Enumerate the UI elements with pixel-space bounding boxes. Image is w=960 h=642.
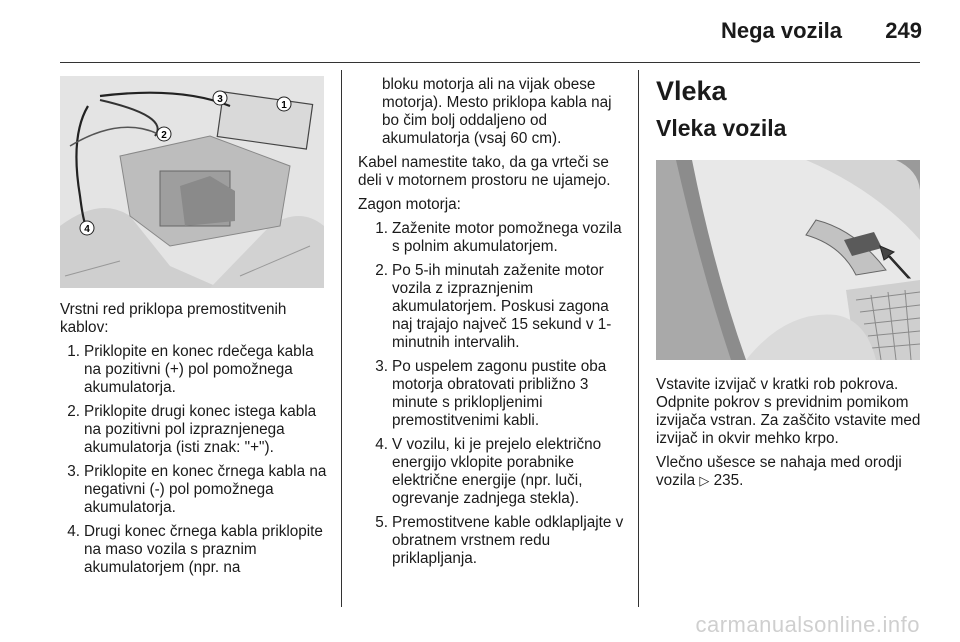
start-steps-list bbox=[358, 220, 626, 568]
subsection-title: Vleka vozila bbox=[656, 115, 787, 141]
page-header bbox=[0, 14, 960, 54]
list-item: 5. Premostitvene kable odklapljajte v obratnem vrstnem redu priklapljanja. bbox=[375, 514, 624, 567]
callout-1: 1 bbox=[281, 100, 287, 111]
bumper-drawing bbox=[656, 160, 920, 360]
list-item: 3. Po uspelem zagonu pustite oba motorja obratovati približno 3 minute s priklopljenimi premostitvenimi kabli. bbox=[375, 358, 607, 429]
column-2-text bbox=[358, 76, 626, 574]
tow-eye-location: Vlečno ušesce se nahaja med orodji vozila ▷ 235. bbox=[656, 454, 902, 489]
cable-note: Kabel namestite tako, da ga vrteči se deli v motornem prostoru ne ujamejo. bbox=[358, 154, 611, 189]
section-title: Vleka bbox=[656, 76, 727, 106]
jump-start-illustration bbox=[60, 76, 324, 288]
callout-2: 2 bbox=[161, 130, 167, 141]
header-rule bbox=[60, 62, 920, 63]
page-reference[interactable]: 235. bbox=[713, 472, 744, 489]
list-item: 1. Zaženite motor pomožnega vozila s polnim akumulatorjem. bbox=[375, 220, 622, 255]
list-item: 2. Priklopite drugi konec istega kabla na pozitivni pol izpraznjenega akumulatorja (isti znak: "+"). bbox=[67, 403, 317, 456]
page-number: 249 bbox=[885, 18, 922, 43]
engine-bay-drawing bbox=[60, 76, 324, 288]
chapter-title: Nega vozila bbox=[720, 18, 842, 43]
list-item: 3. Priklopite en konec črnega kabla na negativni (-) pol pomožnega akumulatorja. bbox=[67, 463, 327, 516]
jumper-steps-list bbox=[60, 343, 328, 577]
list-item: 1. Priklopite en konec rdečega kabla na pozitivni (+) pol pomožnega akumulatorja. bbox=[67, 343, 314, 396]
list-item: 4. V vozilu, ki je prejelo električno energijo vklopite porabnike električne energije (npr. luči, ogrevanje zadnjega stekla). bbox=[375, 436, 602, 507]
start-title: Zagon motorja: bbox=[358, 196, 461, 213]
towing-instructions: Vstavite izvijač v kratki rob pokrova. Odpnite pokrov s previdnim pomikom izvijača vstran. Za zaščito vstavite med izvijač in okvir mehko krpo. bbox=[656, 376, 921, 447]
column-divider-2 bbox=[638, 70, 639, 607]
list-item: 4. Drugi konec črnega kabla priklopite na maso vozila s praznim akumulatorjem (npr. na bbox=[67, 523, 323, 576]
column-divider-1 bbox=[341, 70, 342, 607]
column-3-text bbox=[656, 76, 922, 154]
callout-4: 4 bbox=[84, 224, 90, 235]
continuation-text: bloku motorja ali na vijak obese motorja). Mesto priklopa kabla naj bo čim bolj oddaljeno od akumulatorja (vsaj 60 cm). bbox=[382, 76, 612, 147]
column-1-text bbox=[60, 301, 328, 583]
column-3-body bbox=[656, 376, 922, 496]
callout-3: 3 bbox=[217, 94, 223, 105]
page-reference-arrow-icon: ▷ bbox=[699, 473, 710, 488]
watermark: carmanualsonline.info bbox=[695, 612, 920, 637]
tow-hook-cover-illustration bbox=[656, 160, 920, 360]
list-item: 2. Po 5-ih minutah zaženite motor vozila z izpraznjenim akumulatorjem. Poskusi zagona naj trajajo največ 15 sekund v 1-minutnih intervalih. bbox=[375, 262, 612, 351]
jumper-intro: Vrstni red priklopa premostitvenih kablov: bbox=[60, 301, 287, 336]
